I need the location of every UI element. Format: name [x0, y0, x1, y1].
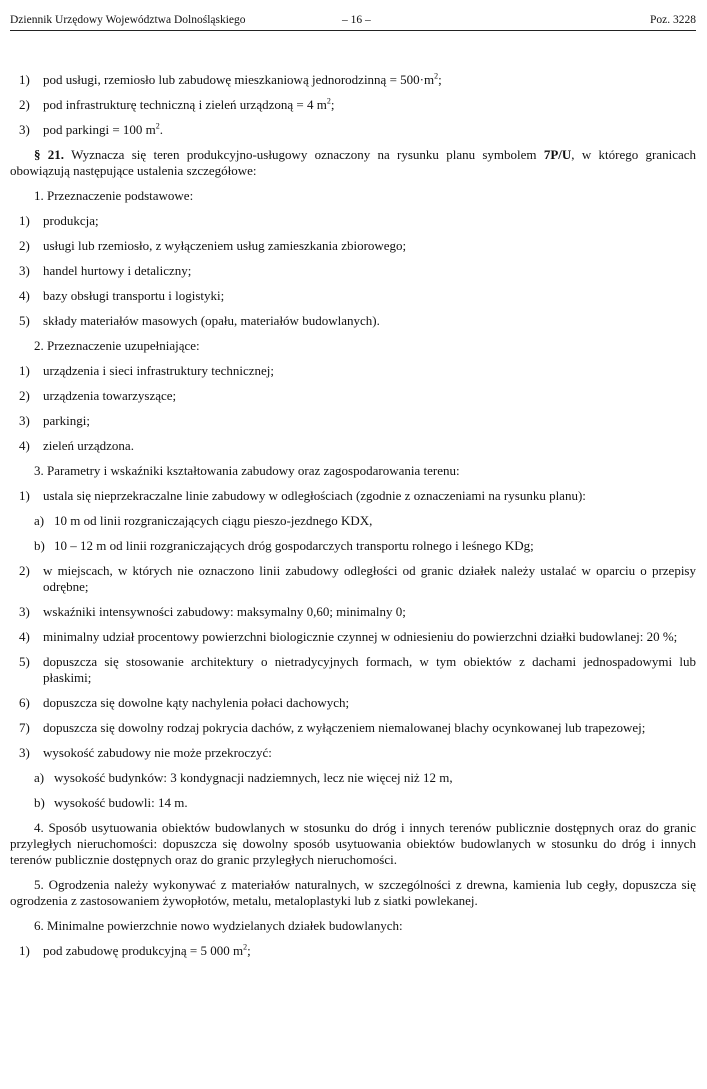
- section-title: 2. Przeznaczenie uzupełniające:: [34, 338, 200, 353]
- list-item: 3) handel hurtowy i detaliczny;: [19, 263, 192, 278]
- list-item: 3) wskaźniki intensywności zabudowy: maksymalny 0,60; minimalny 0;: [19, 604, 406, 619]
- section-5-paragraph: 5. Ogrodzenia należy wykonywać z materiałów naturalnych, w szczególności z drewna, kamienia lub cegły, dopuszcza się ogrodzenia z zastosowaniem żywopłotów, metalu, metaloplastyki lub z siatki powlekanej.: [10, 877, 696, 908]
- list-item: 1) pod zabudowę produkcyjną = 5 000 $m^2$;: [19, 942, 251, 958]
- section-title: 6. Minimalne powierzchnie nowo wydzielanych działek budowlanych:: [34, 918, 403, 933]
- page-number: – 16 –: [342, 14, 371, 26]
- list-item: 2) urządzenia towarzyszące;: [19, 388, 177, 403]
- list-item: 1) urządzenia i sieci infrastruktury technicznej;: [19, 363, 275, 378]
- list-item: 1) ustala się nieprzekraczalne linie zabudowy w odległościach (zgodnie z oznaczeniami na rysunku planu):: [19, 488, 586, 503]
- list-item: 6) dopuszcza się dowolne kąty nachylenia połaci dachowych;: [19, 695, 350, 710]
- list-item: 2) pod infrastrukturę techniczną i zieleń urządzoną = 4 $m^2$;: [19, 96, 335, 112]
- sub-list-item: a) wysokość budynków: 3 kondygnacji nadziemnych, lecz nie więcej niż 12 m,: [34, 770, 453, 785]
- list-item: 1) produkcja;: [19, 213, 99, 228]
- list-item: 4) zieleń urządzona.: [19, 438, 134, 453]
- sub-list-item: b) wysokość budowli: 14 m.: [34, 795, 188, 810]
- list-item: 5) składy materiałów masowych (opału, materiałów budowlanych).: [19, 313, 380, 328]
- section-title: 1. Przeznaczenie podstawowe:: [34, 188, 194, 203]
- list-item: 3) parkingi;: [19, 413, 90, 428]
- list-item: 2) usługi lub rzemiosło, z wyłączeniem usług zamieszkania zbiorowego;: [19, 238, 407, 253]
- document-body: [10, 72, 696, 968]
- position-number: Poz. 3228: [650, 14, 696, 26]
- list-item: 3) wysokość zabudowy nie może przekroczyć:: [19, 745, 272, 760]
- list-item: 4) minimalny udział procentowy powierzchni biologicznie czynnej w odniesieniu do powierzchni działki budowlanej: 20 %;: [19, 629, 678, 644]
- list-item: 7) dopuszcza się dowolny rodzaj pokrycia dachów, z wyłączeniem niemalowanej blachy ocynkowanej lub trapezowej;: [19, 720, 646, 735]
- journal-title: Dziennik Urzędowy Województwa Dolnośląskiego: [10, 14, 246, 26]
- paragraph-21: § 21. Wyznacza się teren produkcyjno-usługowy oznaczony na rysunku planu symbolem 7P/U, w którego granicach obowiązują następujące ustalenia szczegółowe:: [10, 147, 697, 178]
- section-title: 3. Parametry i wskaźniki kształtowania zabudowy oraz zagospodarowania terenu:: [34, 463, 460, 478]
- sub-list-item: a) 10 m od linii rozgraniczających ciągu pieszo-jezdnego KDX,: [34, 513, 373, 528]
- list-item: 1) pod usługi, rzemiosło lub zabudowę mieszkaniową jednorodzinną = $500\cdot m^2$;: [19, 71, 442, 87]
- list-item: 2) w miejscach, w których nie oznaczono linii zabudowy odległości od granic działek należy ustalać w oparciu o przepisy odrębne;: [19, 563, 696, 594]
- page-header: [10, 12, 696, 31]
- list-item: 5) dopuszcza się stosowanie architektury o nietradycyjnych formach, w tym obiektów z dachami jednospadowymi lub płaskimi;: [19, 654, 696, 685]
- section-4-paragraph: 4. Sposób usytuowania obiektów budowlanych w stosunku do dróg i innych terenów publicznie dostępnych oraz do granic przyległych nieruchomości: dopuszcza się dowolny sposób usytuowania obiektów budowlanych w stosunku do dróg i innych terenów publicznie dostępnych oraz do granic przyległych nieruchomości.: [10, 820, 696, 867]
- list-item: 3) pod parkingi = 100 $m^2$.: [19, 121, 164, 137]
- sub-list-item: b) 10 – 12 m od linii rozgraniczających dróg gospodarczych transportu rolnego i leśnego KDg;: [34, 538, 534, 553]
- list-item: 4) bazy obsługi transportu i logistyki;: [19, 288, 225, 303]
